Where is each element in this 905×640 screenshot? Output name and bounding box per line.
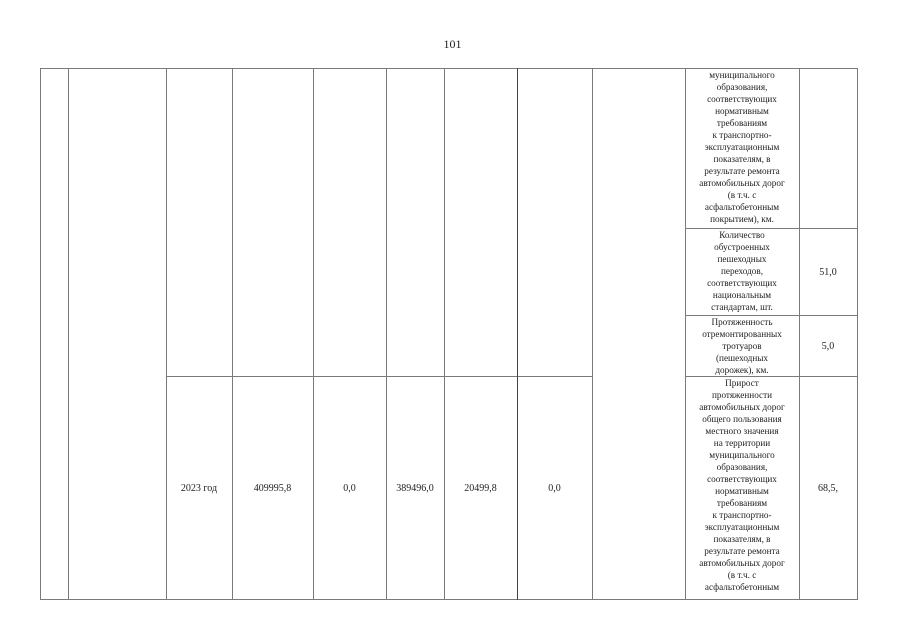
column-divider (68, 68, 69, 600)
indicator-description: Количество обустроенных пешеходных переходов, соответствующих национальным стандартам, шт. (707, 230, 777, 312)
year-cell: 2023 год (180, 482, 218, 494)
total-cell: 409995,8 (253, 482, 292, 494)
regional-budget-cell: 389496,0 (396, 482, 434, 494)
indicator-description: Протяженность отремонтированных тротуаров (пешеходных дорожек), км. (702, 317, 782, 375)
column-divider (857, 68, 858, 600)
page-number: 101 (443, 37, 462, 51)
indicator-value (799, 69, 857, 228)
table-border-bottom (40, 599, 858, 600)
federal-budget-cell: 0,0 (343, 482, 356, 494)
indicator-value: 51,0 (819, 266, 837, 278)
indicator-value: 5,0 (821, 340, 835, 352)
other-sources-cell: 0,0 (548, 482, 561, 494)
indicator-description: муниципального образования, соответствующих нормативным требованиям к транспортно- эксплуатационным показателям, в результате ремонта автомобильных дорог (в т.ч. с асфальтобетонным покрытием), км. (699, 70, 785, 224)
indicator-value: 68,5, (818, 482, 838, 494)
column-divider (592, 68, 593, 600)
local-budget-cell: 20499,8 (464, 482, 497, 494)
indicator-description: Прирост протяженности автомобильных дорог общего пользования местного значения на территории муниципального образования, соответствующих нормативным требованиям к транспортно- эксплуатационным показателям, в результате ремонта автомобильных дорог (в т.ч. с асфальтобетонным (699, 378, 785, 592)
column-divider (40, 68, 41, 600)
